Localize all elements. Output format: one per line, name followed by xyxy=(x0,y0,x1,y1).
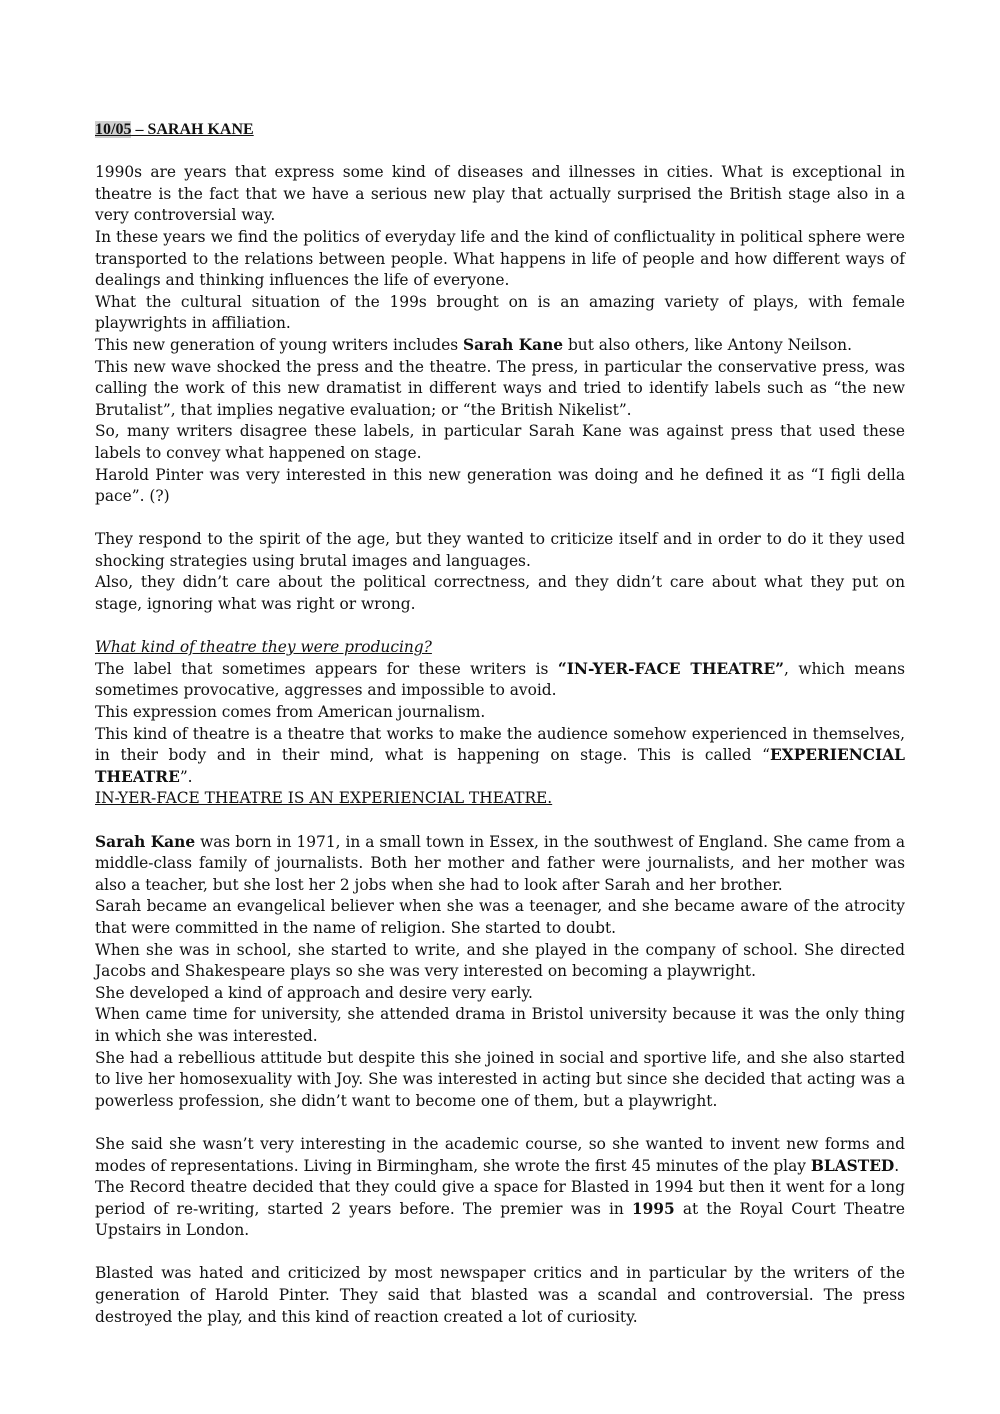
text-run: . xyxy=(894,1156,900,1175)
paragraph: This expression comes from American journalism. xyxy=(95,703,486,722)
text-run: ”. xyxy=(179,767,193,786)
paragraph: When came time for university, she attended drama in Bristol university because it was the only thing in which she was interested. xyxy=(95,1005,905,1045)
paragraph xyxy=(95,1134,905,1177)
underlined-text: IN-YER-FACE THEATRE IS AN EXPERIENCIAL THEATRE. xyxy=(95,789,553,808)
paragraph xyxy=(95,335,905,357)
heading-date: 10/05 xyxy=(95,121,132,138)
paragraph xyxy=(95,788,905,810)
page-title xyxy=(95,119,905,141)
paragraph: She had a rebellious attitude but despite this she joined in social and sportive life, and she also started to live her homosexuality with Joy. She was interested in acting but since she decided that acting was a powerless profession, she didn’t want to become one of them, but a playwright. xyxy=(95,1048,905,1110)
paragraph: 1990s are years that express some kind of diseases and illnesses in cities. What is exceptional in theatre is the fact that we have a serious new play that actually surprised the British stage also in a very controversial way. xyxy=(95,163,905,225)
paragraph: So, many writers disagree these labels, in particular Sarah Kane was against press that used these labels to convey what happened on stage. xyxy=(95,422,905,462)
paragraph: Also, they didn’t care about the political correctness, and they didn’t care about what they put on stage, ignoring what was right or wrong. xyxy=(95,573,905,614)
text-run: The label that sometimes appears for these writers is xyxy=(95,659,558,678)
text-run: but also others, like Antony Neilson. xyxy=(563,335,852,354)
spacer xyxy=(95,508,905,530)
bold-text: “IN-YER-FACE THEATRE” xyxy=(557,659,785,678)
bold-text: BLASTED xyxy=(810,1156,895,1175)
text-run: This new generation of young writers includes xyxy=(95,335,463,354)
text-run: She said she wasn’t very interesting in the academic course, so she wanted to invent new forms and modes of representations. Living in Birmingham, she wrote the first 45 minutes of the play xyxy=(95,1134,905,1175)
paragraph: In these years we find the politics of everyday life and the kind of conflictuality in political sphere were transported to the relations between people. What happens in life of people and how different ways of dealings and thinking influences the life of everyone. xyxy=(95,227,905,290)
spacer xyxy=(95,1242,905,1264)
paragraph xyxy=(95,832,905,897)
bold-text: Sarah Kane xyxy=(95,832,196,851)
paragraph: Sarah became an evangelical believer when she was a teenager, and she became aware of the atrocity that were committed in the name of religion. She started to doubt. xyxy=(95,897,905,937)
paragraph: When she was in school, she started to write, and she played in the company of school. She directed Jacobs and Shakespeare plays so she was very interested on becoming a playwright. xyxy=(95,940,905,981)
paragraph: What the cultural situation of the 199s brought on is an amazing variety of plays, with female playwrights in affiliation. xyxy=(95,292,905,333)
document-page xyxy=(95,119,905,1328)
text-run: at the Royal Court Theatre Upstairs in London. xyxy=(95,1199,905,1240)
paragraph: Harold Pinter was very interested in this new generation was doing and he defined it as “I figli della pace”. (?) xyxy=(95,465,905,506)
paragraph: She developed a kind of approach and desire very early. xyxy=(95,983,533,1002)
paragraph xyxy=(95,724,905,789)
bold-text: 1995 xyxy=(631,1199,675,1218)
heading-title: – SARAH KANE xyxy=(131,121,254,138)
text-run: The Record theatre decided that they could give a space for Blasted in 1994 but then it went for a long period of re-writing, started 2 years before. The premier was in xyxy=(95,1178,905,1218)
text-run: was born in 1971, in a small town in Essex, in the southwest of England. She came from a middle-class family of journalists. Both her mother and father were journalists, and her mother was also a teacher, but she lost her 2 jobs when she had to look after Sarah and her brother. xyxy=(95,832,905,894)
bold-text: EXPERIENCIAL THEATRE xyxy=(95,746,905,786)
spacer xyxy=(95,810,905,832)
paragraph xyxy=(95,1177,905,1242)
bold-text: Sarah Kane xyxy=(463,335,564,354)
text-run: , which means sometimes provocative, aggresses and impossible to avoid. xyxy=(95,659,906,700)
section-question xyxy=(95,637,905,659)
paragraph: This new wave shocked the press and the theatre. The press, in particular the conservative press, was calling the work of this new dramatist in different ways and tried to identify labels such as “the new Brutalist”, that implies negative evaluation; or “the British Nikelist”. xyxy=(95,357,905,419)
spacer xyxy=(95,1112,905,1134)
paragraph xyxy=(95,659,905,702)
text-run: This kind of theatre is a theatre that works to make the audience somehow experienced in themselves, in their body and in their mind, what is happening on stage. This is called “ xyxy=(95,724,905,765)
paragraph: They respond to the spirit of the age, but they wanted to criticize itself and in order to do it they used shocking strategies using brutal images and languages. xyxy=(95,530,905,570)
spacer xyxy=(95,616,905,638)
paragraph: Blasted was hated and criticized by most newspaper critics and in particular by the writers of the generation of Harold Pinter. They said that blasted was a scandal and controversial. The press destroyed the play, and this kind of reaction created a lot of curiosity. xyxy=(95,1264,905,1326)
italic-question: What kind of theatre they were producing? xyxy=(95,638,432,657)
